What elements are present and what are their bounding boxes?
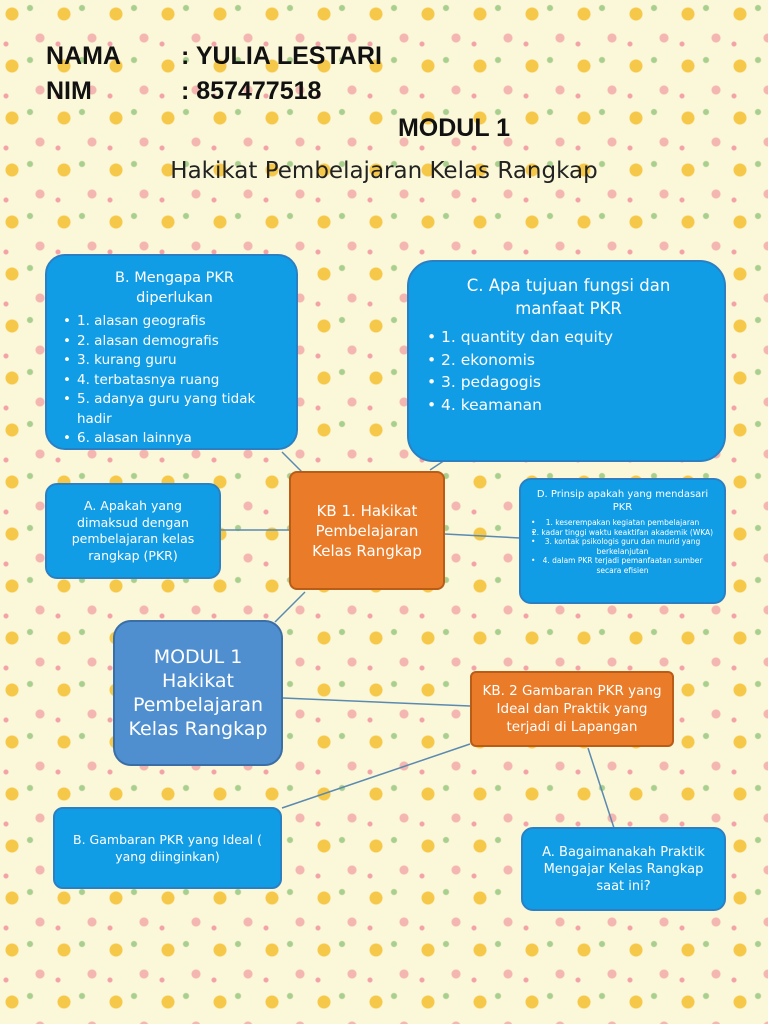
list-item: • 1. alasan geografis <box>63 312 286 332</box>
node-d-title: D. Prinsip apakah yang mendasari PKR <box>536 489 709 513</box>
node-kb2 <box>470 671 674 747</box>
nim-value: : 857477518 <box>181 77 322 105</box>
list-item: • 2. ekonomis <box>427 349 710 372</box>
node-b-gambaran-text: B. Gambaran PKR yang Ideal ( yang diinginkan) <box>73 832 262 864</box>
list-item: • 1. quantity dan equity <box>427 326 710 349</box>
connector-kb2-a <box>588 748 614 828</box>
list-item: • 3. kontak psikologis guru dan murid yang berkelanjutan <box>531 537 714 556</box>
node-b-gambaran <box>53 807 282 889</box>
list-item: • 6. alasan lainnya <box>63 429 286 449</box>
list-item: • 4. terbatasnya ruang <box>63 371 286 391</box>
node-d-prinsip-pkr <box>519 478 726 604</box>
list-item: • 3. kurang guru <box>63 351 286 371</box>
node-a-bagaimana <box>521 827 726 911</box>
node-kb2-text: KB. 2 Gambaran PKR yang Ideal dan Praktik yang terjadi di Lapangan <box>482 683 662 735</box>
node-d-list <box>531 518 714 575</box>
node-b-list <box>63 312 286 449</box>
node-kb1 <box>289 471 445 590</box>
list-item: • 4. keamanan <box>427 394 710 417</box>
connector-modul-kb2 <box>283 698 470 706</box>
page-subtitle: Hakikat Pembelajaran Kelas Rangkap <box>170 158 598 184</box>
node-a-apakah-pkr <box>45 483 221 579</box>
modul-heading-text: MODUL 1 <box>397 114 511 142</box>
name-value: : YULIA LESTARI <box>181 42 382 70</box>
connector-kb1-d <box>445 534 520 538</box>
list-item: • 4. dalam PKR terjadi pemanfaatan sumber secara efisien <box>531 556 714 575</box>
node-c-list <box>427 326 710 416</box>
node-modul-center <box>113 620 283 766</box>
list-item: • 2. alasan demografis <box>63 332 286 352</box>
list-item: • 3. pedagogis <box>427 371 710 394</box>
node-a-bagaimana-text: A. Bagaimanakah Praktik Mengajar Kelas Rangkap saat ini? <box>542 844 705 894</box>
connector-kb1-modul <box>275 592 305 622</box>
connector-kb1-b <box>282 452 302 472</box>
list-item: • 1. keserempakan kegiatan pembelajaran <box>531 518 714 528</box>
node-b-mengapa-pkr <box>45 254 298 450</box>
name-label: NAMA <box>46 42 121 70</box>
list-item: • 5. adanya guru yang tidak hadir <box>63 390 286 429</box>
node-b-title: B. Mengapa PKR diperlukan <box>115 270 234 306</box>
node-a-text: A. Apakah yang dimaksud dengan pembelajaran kelas rangkap (PKR) <box>71 498 195 563</box>
node-modul-text: MODUL 1 Hakikat Pembelajaran Kelas Rangkap <box>128 646 268 740</box>
node-kb1-text: KB 1. Hakikat Pembelajaran Kelas Rangkap <box>312 501 422 560</box>
nim-label: NIM <box>46 77 92 105</box>
node-c-tujuan-pkr <box>407 260 726 462</box>
node-c-title: C. Apa tujuan fungsi dan manfaat PKR <box>466 276 671 318</box>
connector-kb2-b <box>282 744 470 808</box>
list-item: • 2. kadar tinggi waktu keaktifan akademik (WKA) <box>531 528 714 538</box>
